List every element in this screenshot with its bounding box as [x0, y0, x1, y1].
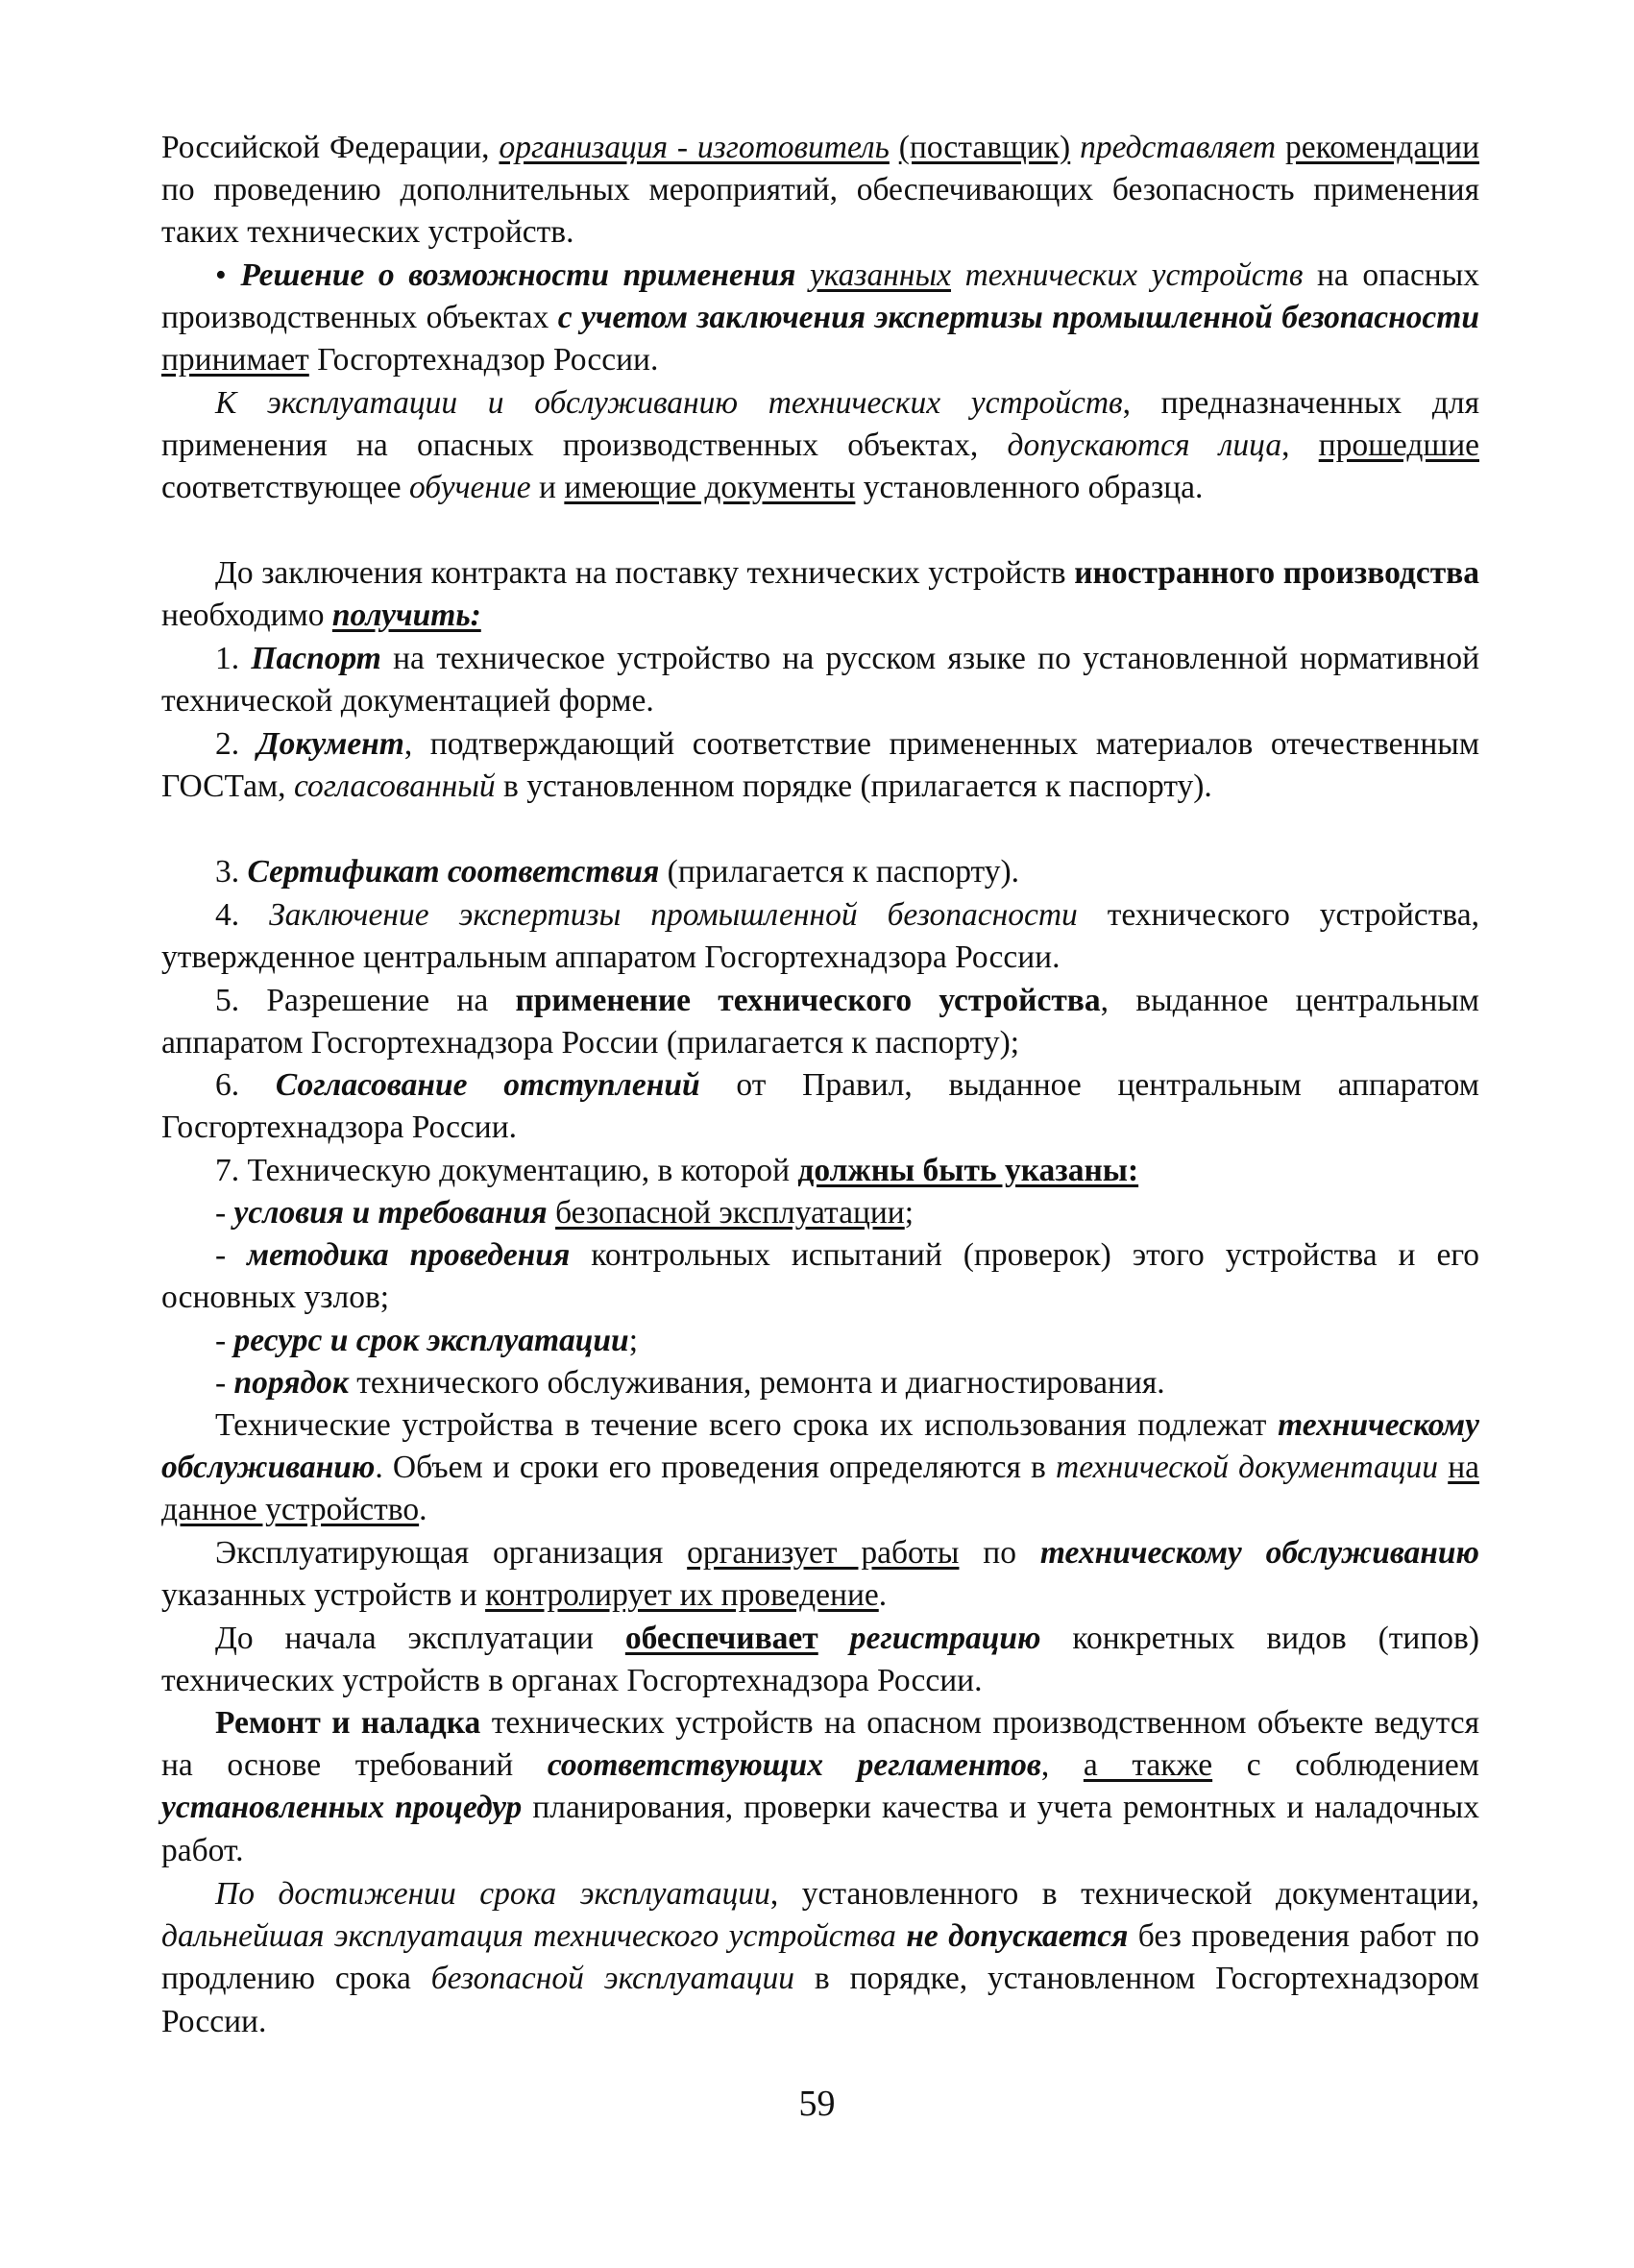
paragraph-decision: • Решение о возможности применения указанных технических устройств на опасных производственных объектах с учетом заключения экспертизы промышленной безопасности принимает Госгортехнадзор России.	[161, 257, 1479, 378]
dash-item-procedure: - порядок технического обслуживания, ремонта и диагностирования.	[215, 1365, 1165, 1401]
paragraph-contract: До заключения контракта на поставку технических устройств иностранного производства необходимо получить:	[161, 555, 1479, 634]
list-item-5: 5. Разрешение на применение технического устройства, выданное центральным аппаратом Госгортехнадзора России (прилагается к паспорту);	[161, 983, 1479, 1061]
list-item-3: 3. Сертификат соответствия (прилагается к паспорту).	[215, 854, 1019, 890]
page-number: 59	[798, 2084, 836, 2124]
paragraph-registration: До начала эксплуатации обеспечивает регистрацию конкретных видов (типов) технических устройств в органах Госгортехнадзора России.	[161, 1621, 1480, 1699]
paragraph-repair: Ремонт и наладка технических устройств на опасном производственном объекте ведутся на основе требований соответствующих регламентов, а также с соблюдением установленных процедур планирования, проверки качества и учета ремонтных и наладочных работ.	[161, 1705, 1479, 1868]
list-item-6: 6. Согласование отступлений от Правил, выданное центральным аппаратом Госгортехнадзора России.	[161, 1067, 1479, 1146]
list-item-7: 7. Техническую документацию, в которой должны быть указаны:	[215, 1153, 1139, 1188]
dash-item-conditions: - условия и требования безопасной эксплуатации;	[215, 1195, 915, 1231]
list-item-1: 1. Паспорт на техническое устройство на русском языке по установленной нормативной технической документацией форме.	[161, 641, 1479, 719]
paragraph-federation-intro: Российской Федерации, организация - изготовитель (поставщик) представляет рекомендации по проведению дополнительных мероприятий, обеспечивающих безопасность применения таких технических устройств.	[161, 130, 1479, 251]
dash-item-methods: - методика проведения контрольных испытаний (проверок) этого устройства и его основных узлов;	[161, 1237, 1479, 1316]
list-item-4: 4. Заключение экспертизы промышленной безопасности технического устройства, утвержденное центральным аппаратом Госгортехнадзора России.	[161, 897, 1480, 976]
paragraph-service-life: По достижении срока эксплуатации, установленного в технической документации, дальнейшая эксплуатация технического устройства не допускается без проведения работ по продлению срока безопасной эксплуатации в порядке, установленном Госгортехнадзором России.	[161, 1876, 1480, 2039]
paragraph-operating-organization: Эксплуатирующая организация организует работы по техническому обслуживанию указанных устройств и контролирует их проведение.	[161, 1535, 1479, 1614]
dash-item-resource: - ресурс и срок эксплуатации;	[215, 1323, 638, 1358]
list-item-2: 2. Документ, подтверждающий соответствие примененных материалов отечественным ГОСТам, согласованный в установленном порядке (прилагается к паспорту).	[161, 726, 1480, 805]
paragraph-maintenance: Технические устройства в течение всего срока их использования подлежат техническому обслуживанию. Объем и сроки его проведения определяются в технической документации на данное устройство.	[161, 1407, 1479, 1528]
paragraph-operation-access: К эксплуатации и обслуживанию технических устройств, предназначенных для применения на опасных производственных объектах, допускаются лица, прошедшие соответствующее обучение и имеющие документы установленного образца.	[161, 385, 1479, 506]
